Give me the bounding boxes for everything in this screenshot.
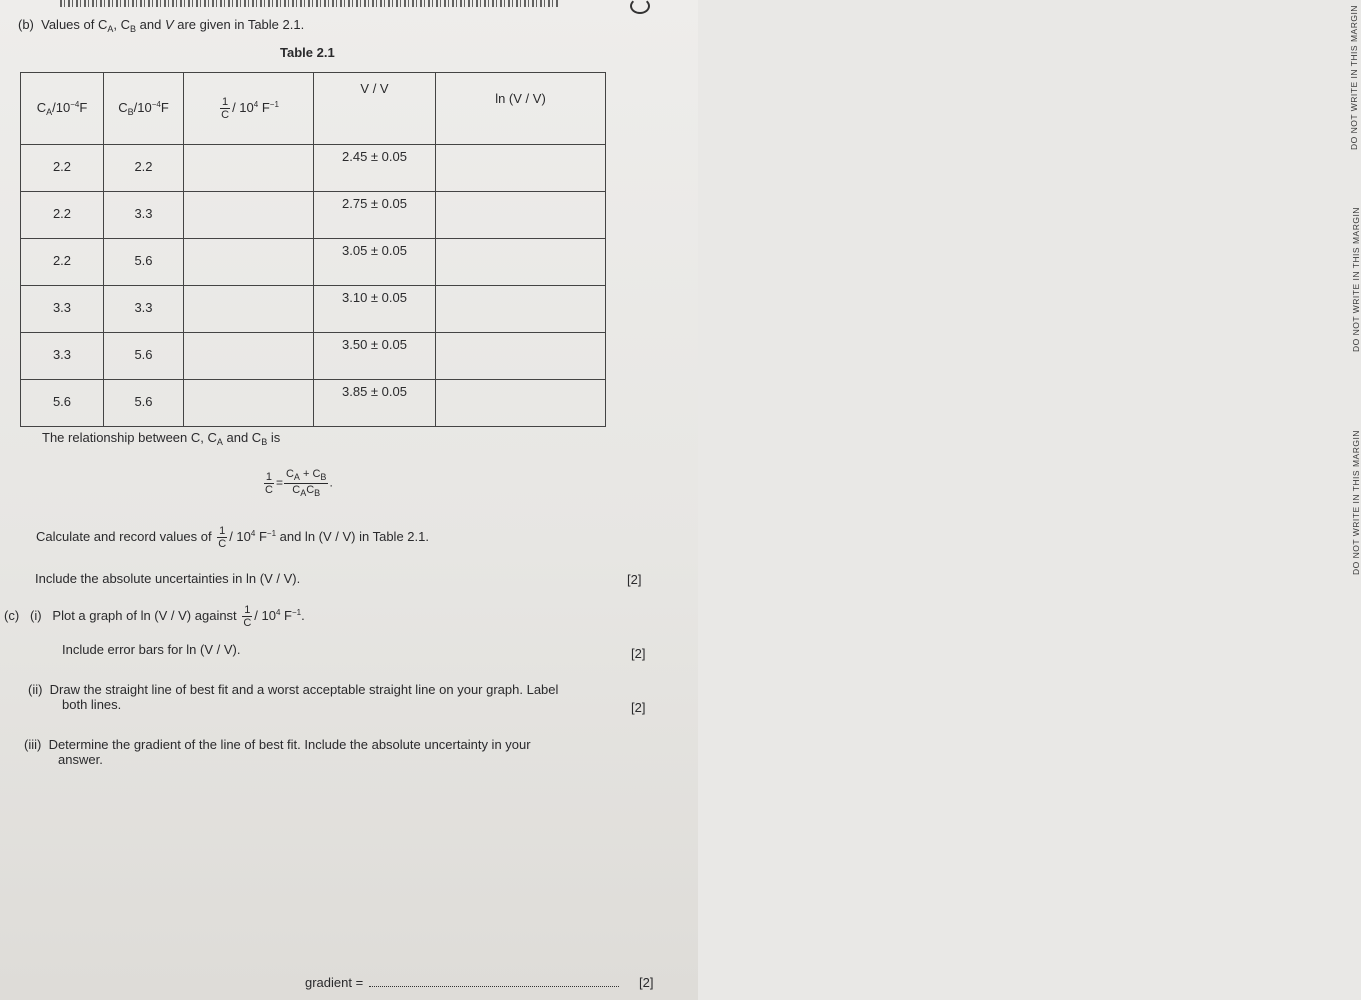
part-c-ii-label: (ii) [28, 682, 43, 697]
header-cb-sub: B [127, 107, 134, 117]
eq-rhs-den-b: C [306, 484, 315, 496]
part-c-i-label: (i) [30, 607, 42, 623]
margin-warning-2: DO NOT WRITE IN THIS MARGIN [1351, 207, 1361, 352]
eq-rhs [284, 468, 328, 499]
cell-inverse-c[interactable] [184, 192, 314, 239]
cell-ca: 3.3 [21, 333, 104, 380]
calc-text-b: and ln (V / V) in Table 2.1. [276, 528, 429, 544]
marks-c-ii: [2] [631, 700, 646, 715]
header-cb-exp: −4 [151, 100, 161, 109]
rel-sub-b: B [261, 437, 268, 447]
cell-cb: 5.6 [104, 239, 184, 286]
barcode [60, 0, 560, 7]
header-inv-tail: F [258, 99, 270, 115]
marks-c-iii: [2] [639, 975, 654, 990]
calc-unit: / 10 [229, 528, 251, 544]
intro-text-c: and [136, 17, 165, 32]
header-inv-exp: 4 [253, 99, 259, 109]
calc-text-a: Calculate and record values of [36, 528, 212, 544]
c-i-frac-den: C [243, 617, 252, 629]
data-table [20, 72, 606, 427]
header-cb-tail: F [160, 100, 169, 115]
eq-lhs-num: 1 [265, 471, 273, 483]
header-inv-den: C [221, 109, 230, 121]
cell-ca: 2.2 [21, 145, 104, 192]
relationship-equation [262, 468, 333, 499]
calc-f: F [255, 528, 267, 544]
marks-c-i: [2] [631, 646, 646, 661]
eq-end: . [329, 475, 333, 490]
cell-v: 3.05 ± 0.05 [314, 239, 436, 286]
rel-sub-a: A [216, 437, 223, 447]
intro-text-a: Values of C [41, 17, 108, 32]
cell-inverse-c[interactable] [184, 333, 314, 380]
intro-text-e: are given in Table 2.1. [173, 17, 305, 32]
c-i-exp: 4 [275, 607, 281, 617]
marks-b: [2] [627, 572, 642, 587]
gradient-label: gradient = [305, 975, 364, 990]
cell-ca: 3.3 [21, 286, 104, 333]
header-ca [21, 73, 104, 145]
intro-sub-b: B [130, 24, 137, 34]
header-ca-sym: C [36, 100, 47, 115]
eq-rhs-den-b-sub: B [314, 488, 321, 498]
part-b-intro [18, 17, 304, 34]
error-bars-text: Include error bars for ln (V / V). [62, 642, 241, 657]
c-i-unit: / 10 [254, 607, 276, 623]
header-cb-unit: /10 [133, 100, 152, 115]
part-c-ii [28, 682, 558, 697]
gradient-answer [305, 975, 619, 990]
cell-cb: 3.3 [104, 286, 184, 333]
cell-cb: 3.3 [104, 192, 184, 239]
corner-mark [630, 0, 650, 14]
table-row [21, 333, 606, 380]
cell-cb: 5.6 [104, 333, 184, 380]
header-cb-sym: C [118, 100, 128, 115]
header-ca-sub: A [46, 107, 53, 117]
table-header-row [21, 73, 606, 145]
cell-ln[interactable] [436, 333, 606, 380]
c-i-end: . [301, 607, 305, 623]
header-inv-unit: / 10 [232, 99, 254, 115]
header-ca-unit: /10 [52, 100, 71, 115]
part-c-iii-label: (iii) [24, 737, 42, 752]
header-inv-frac [219, 96, 231, 121]
intro-text-b: , C [113, 17, 131, 32]
eq-rhs-num-b-sub: B [320, 472, 327, 482]
eq-rhs-num-plus: + C [299, 468, 321, 480]
calc-f-exp: −1 [266, 528, 277, 538]
cell-ln[interactable] [436, 192, 606, 239]
table-title: Table 2.1 [280, 45, 335, 60]
header-inv-num: 1 [222, 96, 229, 108]
cell-ln[interactable] [436, 286, 606, 333]
part-c-label: (c) [4, 607, 20, 623]
table-row [21, 145, 606, 192]
margin-warning-1: DO NOT WRITE IN THIS MARGIN [1349, 5, 1359, 150]
eq-rhs-den [290, 484, 322, 499]
c-i-frac-num: 1 [244, 604, 251, 616]
header-v: V / V [314, 73, 436, 145]
cell-inverse-c[interactable] [184, 239, 314, 286]
eq-lhs [263, 471, 275, 496]
cell-v: 3.85 ± 0.05 [314, 380, 436, 427]
cell-v: 3.10 ± 0.05 [314, 286, 436, 333]
cell-inverse-c[interactable] [184, 380, 314, 427]
c-i-f-exp: −1 [291, 607, 302, 617]
cell-cb: 2.2 [104, 145, 184, 192]
rel-text-c: is [267, 430, 281, 445]
header-cb [104, 73, 184, 145]
eq-rhs-den-a: C [292, 484, 301, 496]
margin-warning-3: DO NOT WRITE IN THIS MARGIN [1351, 430, 1361, 575]
c-ii-line1: Draw the straight line of best fit and a worst acceptable straight line on your graph. Label [49, 682, 559, 697]
calc-exp: 4 [250, 528, 256, 538]
cell-v: 2.45 ± 0.05 [314, 145, 436, 192]
cell-ln[interactable] [436, 145, 606, 192]
calc-frac-num: 1 [219, 525, 226, 537]
cell-inverse-c[interactable] [184, 145, 314, 192]
c-ii-line2: both lines. [62, 697, 122, 712]
c-i-f: F [280, 607, 292, 623]
rel-text-b: and C [222, 430, 262, 445]
table-row [21, 380, 606, 427]
header-inv-tail-exp: −1 [269, 99, 279, 109]
table-row [21, 192, 606, 239]
include-uncertainties: Include the absolute uncertainties in ln (V / V). [35, 571, 301, 586]
cell-ca: 2.2 [21, 239, 104, 286]
eq-lhs-den: C [265, 484, 273, 496]
eq-rhs-num [284, 468, 328, 484]
calculate-text [36, 525, 429, 550]
cell-ca: 2.2 [21, 192, 104, 239]
gradient-answer-line[interactable] [369, 986, 619, 987]
calc-frac-den: C [218, 538, 227, 550]
cell-cb: 5.6 [104, 380, 184, 427]
eq-equals: = [275, 475, 283, 490]
c-iii-line1: Determine the gradient of the line of best fit. Include the absolute uncertainty in your [48, 737, 531, 752]
margin-strip [676, 0, 1361, 1000]
header-inverse-c [184, 73, 314, 145]
eq-rhs-den-a-sub: A [300, 488, 307, 498]
header-ln: ln (V / V) [436, 73, 606, 145]
intro-text-v: V [164, 17, 174, 32]
calc-frac [216, 525, 228, 550]
cell-v: 2.75 ± 0.05 [314, 192, 436, 239]
intro-sub-a: A [107, 24, 114, 34]
header-ca-exp: −4 [70, 100, 80, 109]
c-iii-line2: answer. [58, 752, 103, 767]
cell-ln[interactable] [436, 239, 606, 286]
c-i-text: Plot a graph of ln (V / V) against [52, 607, 237, 623]
eq-rhs-num-a-sub: A [293, 472, 300, 482]
rel-text-a: The relationship between C, C [42, 430, 217, 445]
cell-ca: 5.6 [21, 380, 104, 427]
table-row [21, 239, 606, 286]
eq-rhs-num-a: C [285, 468, 294, 480]
cell-v: 3.50 ± 0.05 [314, 333, 436, 380]
cell-ln[interactable] [436, 380, 606, 427]
part-c-iii [24, 737, 531, 752]
header-ca-tail: F [79, 100, 88, 115]
c-i-frac [241, 604, 253, 629]
relationship-text [42, 430, 280, 447]
part-b-label: (b) [18, 17, 34, 32]
table-row [21, 286, 606, 333]
cell-inverse-c[interactable] [184, 286, 314, 333]
part-c-i [4, 604, 305, 629]
